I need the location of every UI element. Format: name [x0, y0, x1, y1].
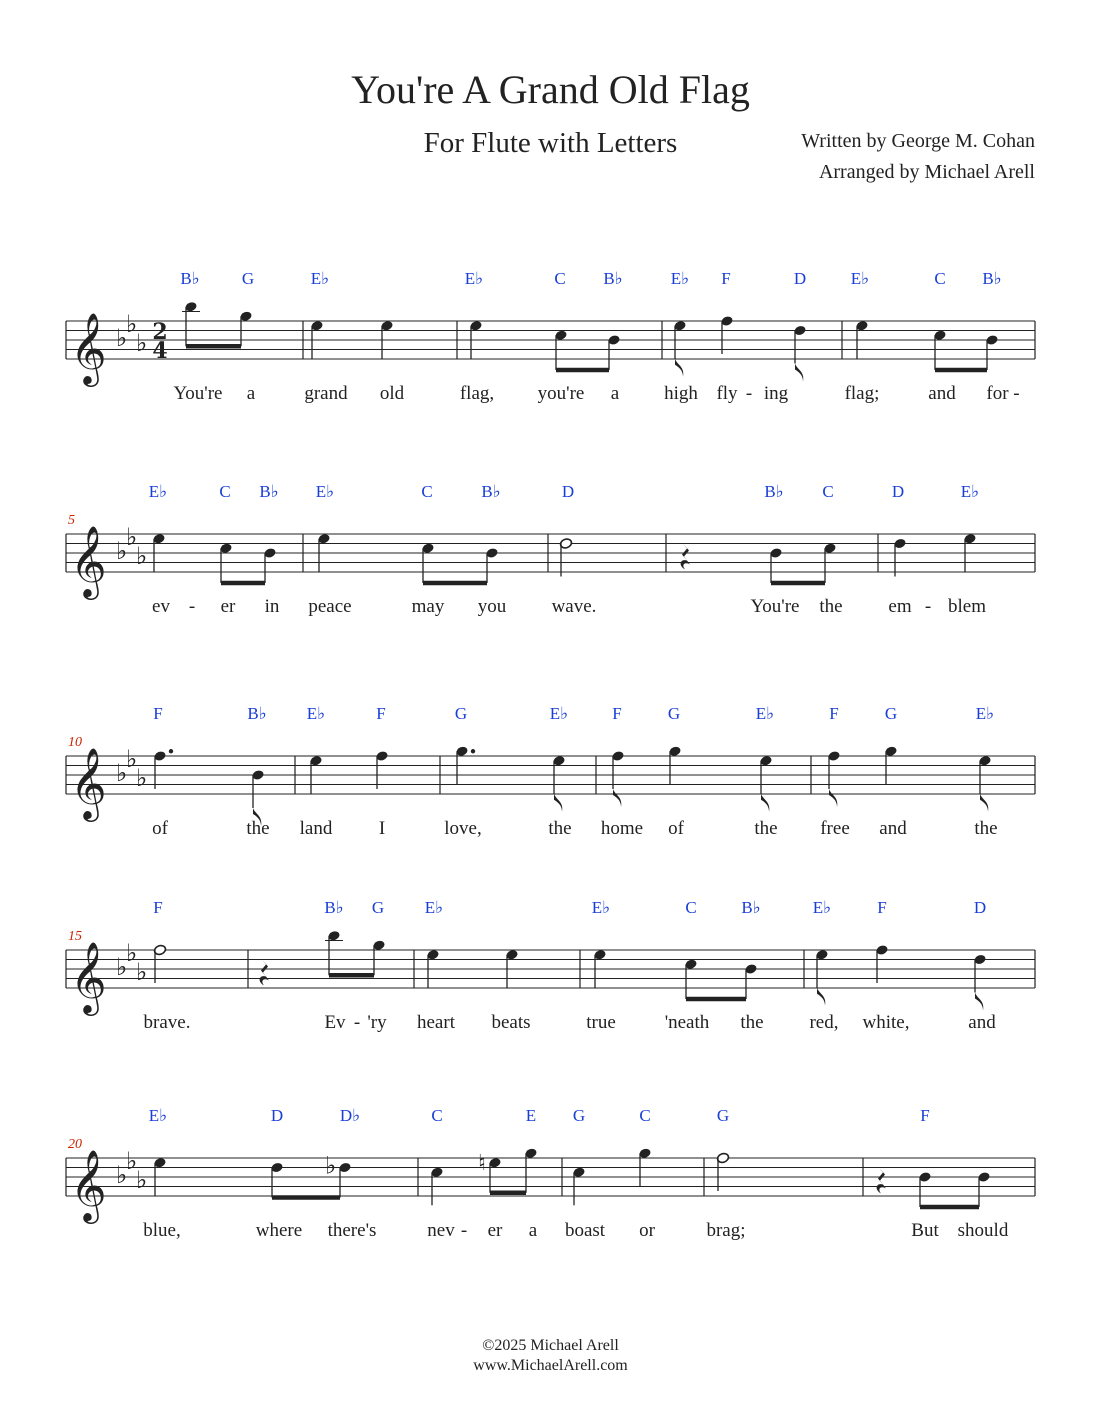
note-letter: E: [525, 1106, 537, 1125]
lyric-syllable: the: [548, 818, 572, 839]
lyric-syllable: Ev: [324, 1012, 346, 1033]
lyric-syllable: beats: [491, 1012, 531, 1033]
note-letter: B♭: [247, 704, 267, 723]
note-letter: G: [454, 704, 468, 723]
lyric-syllable: -: [188, 596, 196, 617]
staff-system: [66, 704, 1035, 839]
time-signature-top: 2: [152, 319, 168, 345]
eighth-flag-icon: [980, 794, 988, 812]
treble-clef-icon: 𝄞: [70, 524, 107, 597]
lyric-syllable: should: [957, 1220, 1009, 1241]
lyric-syllable: for -: [986, 383, 1020, 404]
lyric-syllable: -: [924, 596, 932, 617]
lyric-syllable: free: [820, 818, 850, 839]
measure-number: 15: [68, 929, 82, 944]
lyric-syllable: where: [255, 1220, 303, 1241]
eighth-flag-icon: [761, 794, 769, 812]
copyright-notice: ©2025 Michael Arell: [482, 1337, 619, 1354]
key-flat-icon: ♭: [136, 763, 148, 792]
lyric-syllable: er: [220, 596, 236, 617]
lyric-syllable: But: [911, 1220, 939, 1241]
lyric-syllable: there's: [327, 1220, 377, 1241]
key-flat-icon: ♭: [116, 759, 128, 787]
lyric-syllable: You're: [750, 596, 800, 617]
note-letter: C: [219, 482, 231, 501]
lyric-syllable: a: [610, 383, 620, 404]
note-letter: F: [612, 704, 622, 723]
note-letter: E♭: [549, 704, 569, 723]
lyric-syllable: flag,: [459, 383, 495, 404]
key-flat-icon: ♭: [126, 744, 138, 773]
natural-icon: ♮: [478, 1150, 486, 1176]
lyric-syllable: red,: [809, 1012, 839, 1033]
note-letter: E♭: [812, 898, 832, 917]
lyric-syllable: brave.: [143, 1012, 191, 1033]
note-letter: E♭: [306, 704, 326, 723]
note-letter: E♭: [310, 269, 330, 288]
note-letter: G: [667, 704, 681, 723]
lyric-syllable: old: [379, 383, 405, 404]
note-letter: G: [241, 269, 255, 288]
key-flat-icon: ♭: [116, 324, 128, 352]
note-letter: B♭: [324, 898, 344, 917]
note-letter: E♭: [960, 482, 980, 501]
lyric-syllable: a: [528, 1220, 538, 1241]
note-letter: G: [884, 704, 898, 723]
note-letter: D: [891, 482, 905, 501]
note-letter: E♭: [315, 482, 335, 501]
lyric-syllable: 'ry: [367, 1012, 387, 1033]
lyric-syllable: of: [152, 818, 168, 839]
staff-system: [66, 269, 1035, 404]
composer-credit: Written by George M. Cohan: [801, 130, 1035, 152]
lyric-syllable: brag;: [706, 1220, 746, 1241]
lyric-syllable: peace: [308, 596, 352, 617]
dot-icon: [169, 749, 173, 753]
note-letter: C: [421, 482, 433, 501]
staff-system: [66, 482, 1035, 617]
note-letter: B♭: [259, 482, 279, 501]
flat-icon: ♭: [325, 1151, 337, 1180]
eighth-flag-icon: [829, 789, 837, 807]
note-letter: D: [561, 482, 575, 501]
lyric-syllable: you: [477, 596, 507, 617]
note-letter: G: [371, 898, 385, 917]
note-letter: G: [572, 1106, 586, 1125]
note-letter: B♭: [603, 269, 623, 288]
lyric-syllable: -: [745, 383, 753, 404]
lyric-syllable: of: [668, 818, 684, 839]
measure-number: 20: [68, 1137, 82, 1152]
note-letter: D: [270, 1106, 284, 1125]
lyric-syllable: or: [639, 1220, 655, 1241]
key-flat-icon: ♭: [136, 957, 148, 986]
note-letter: F: [376, 704, 386, 723]
lyric-syllable: ing: [763, 383, 789, 404]
quarter-rest-icon: [877, 1168, 886, 1194]
eighth-flag-icon: [975, 993, 983, 1011]
lyric-syllable: white,: [862, 1012, 910, 1033]
lyric-syllable: high: [664, 383, 698, 404]
key-flat-icon: ♭: [126, 938, 138, 967]
lyric-syllable: 'neath: [664, 1012, 710, 1033]
key-flat-icon: ♭: [136, 1165, 148, 1194]
key-flat-icon: ♭: [116, 1161, 128, 1189]
lyric-syllable: blem: [948, 596, 986, 617]
eighth-flag-icon: [817, 988, 825, 1006]
lyric-syllable: -: [353, 1012, 361, 1033]
eighth-flag-icon: [675, 359, 683, 377]
note-letter: B♭: [982, 269, 1002, 288]
note-letter: F: [721, 269, 731, 288]
lyric-syllable: grand: [304, 383, 348, 404]
note-letter: G: [716, 1106, 730, 1125]
lyric-syllable: a: [246, 383, 256, 404]
lyric-syllable: the: [819, 596, 843, 617]
eighth-flag-icon: [613, 789, 621, 807]
lyric-syllable: blue,: [143, 1220, 181, 1241]
key-flat-icon: ♭: [126, 522, 138, 551]
lyric-syllable: I: [378, 818, 386, 839]
note-letter: B♭: [764, 482, 784, 501]
dot-icon: [471, 749, 475, 753]
lyric-syllable: wave.: [551, 596, 597, 617]
staff-system: [66, 1106, 1035, 1241]
key-flat-icon: ♭: [126, 1146, 138, 1175]
lyric-syllable: fly: [716, 383, 738, 404]
key-flat-icon: ♭: [116, 537, 128, 565]
measure-number: 5: [68, 513, 75, 528]
note-letter: B♭: [481, 482, 501, 501]
note-letter: D: [973, 898, 987, 917]
note-letter: F: [877, 898, 887, 917]
treble-clef-icon: 𝄞: [70, 1148, 107, 1221]
note-letter: F: [153, 704, 163, 723]
lyric-syllable: love,: [444, 818, 482, 839]
note-letter: E♭: [148, 482, 168, 501]
note-letter: D: [793, 269, 807, 288]
lyric-syllable: may: [411, 596, 445, 617]
note-letter: E♭: [464, 269, 484, 288]
note-letter: B♭: [180, 269, 200, 288]
note-letter: E♭: [670, 269, 690, 288]
note-letter: E♭: [850, 269, 870, 288]
note-letter: C: [554, 269, 566, 288]
lyric-syllable: flag;: [844, 383, 880, 404]
time-signature-bottom: 4: [152, 338, 168, 364]
eighth-flag-icon: [795, 364, 803, 382]
treble-clef-icon: 𝄞: [70, 311, 107, 384]
note-letter: D♭: [339, 1106, 361, 1125]
note-letter: E♭: [591, 898, 611, 917]
note-letter: C: [639, 1106, 651, 1125]
eighth-flag-icon: [554, 794, 562, 812]
quarter-rest-icon: [260, 960, 269, 986]
note-letter: C: [685, 898, 697, 917]
lyric-syllable: em: [888, 596, 912, 617]
lyric-syllable: home: [600, 818, 644, 839]
lyric-syllable: and: [968, 1012, 996, 1033]
lyric-syllable: er: [487, 1220, 503, 1241]
treble-clef-icon: 𝄞: [70, 940, 107, 1013]
lyric-syllable: land: [299, 818, 333, 839]
lyric-syllable: nev: [427, 1220, 455, 1241]
key-flat-icon: ♭: [116, 953, 128, 981]
arranger-credit: Arranged by Michael Arell: [818, 161, 1035, 183]
staff-system: [66, 898, 1035, 1033]
website-link[interactable]: www.MichaelArell.com: [473, 1357, 628, 1374]
note-letter: F: [920, 1106, 930, 1125]
lyric-syllable: You're: [173, 383, 223, 404]
lyric-syllable: and: [928, 383, 956, 404]
lyric-syllable: -: [460, 1220, 468, 1241]
lyric-syllable: the: [740, 1012, 764, 1033]
lyric-syllable: the: [754, 818, 778, 839]
quarter-rest-icon: [681, 544, 690, 570]
note-letter: E♭: [424, 898, 444, 917]
song-title: You're A Grand Old Flag: [351, 67, 750, 112]
key-flat-icon: ♭: [126, 309, 138, 338]
note-letter: F: [153, 898, 163, 917]
lyric-syllable: and: [879, 818, 907, 839]
note-letter: C: [431, 1106, 443, 1125]
note-letter: E♭: [975, 704, 995, 723]
note-letter: E♭: [148, 1106, 168, 1125]
song-subtitle: For Flute with Letters: [423, 127, 678, 159]
measure-number: 10: [68, 735, 82, 750]
lyric-syllable: ev: [152, 596, 170, 617]
treble-clef-icon: 𝄞: [70, 746, 107, 819]
note-letter: F: [829, 704, 839, 723]
lyric-syllable: you're: [537, 383, 585, 404]
lyric-syllable: the: [246, 818, 270, 839]
lyric-syllable: the: [974, 818, 998, 839]
lyric-syllable: heart: [417, 1012, 455, 1033]
key-flat-icon: ♭: [136, 328, 148, 357]
lyric-syllable: in: [264, 596, 280, 617]
lyric-syllable: true: [586, 1012, 616, 1033]
note-letter: C: [822, 482, 834, 501]
key-flat-icon: ♭: [136, 541, 148, 570]
note-letter: E♭: [755, 704, 775, 723]
note-letter: B♭: [741, 898, 761, 917]
note-letter: C: [934, 269, 946, 288]
lyric-syllable: boast: [564, 1220, 606, 1241]
